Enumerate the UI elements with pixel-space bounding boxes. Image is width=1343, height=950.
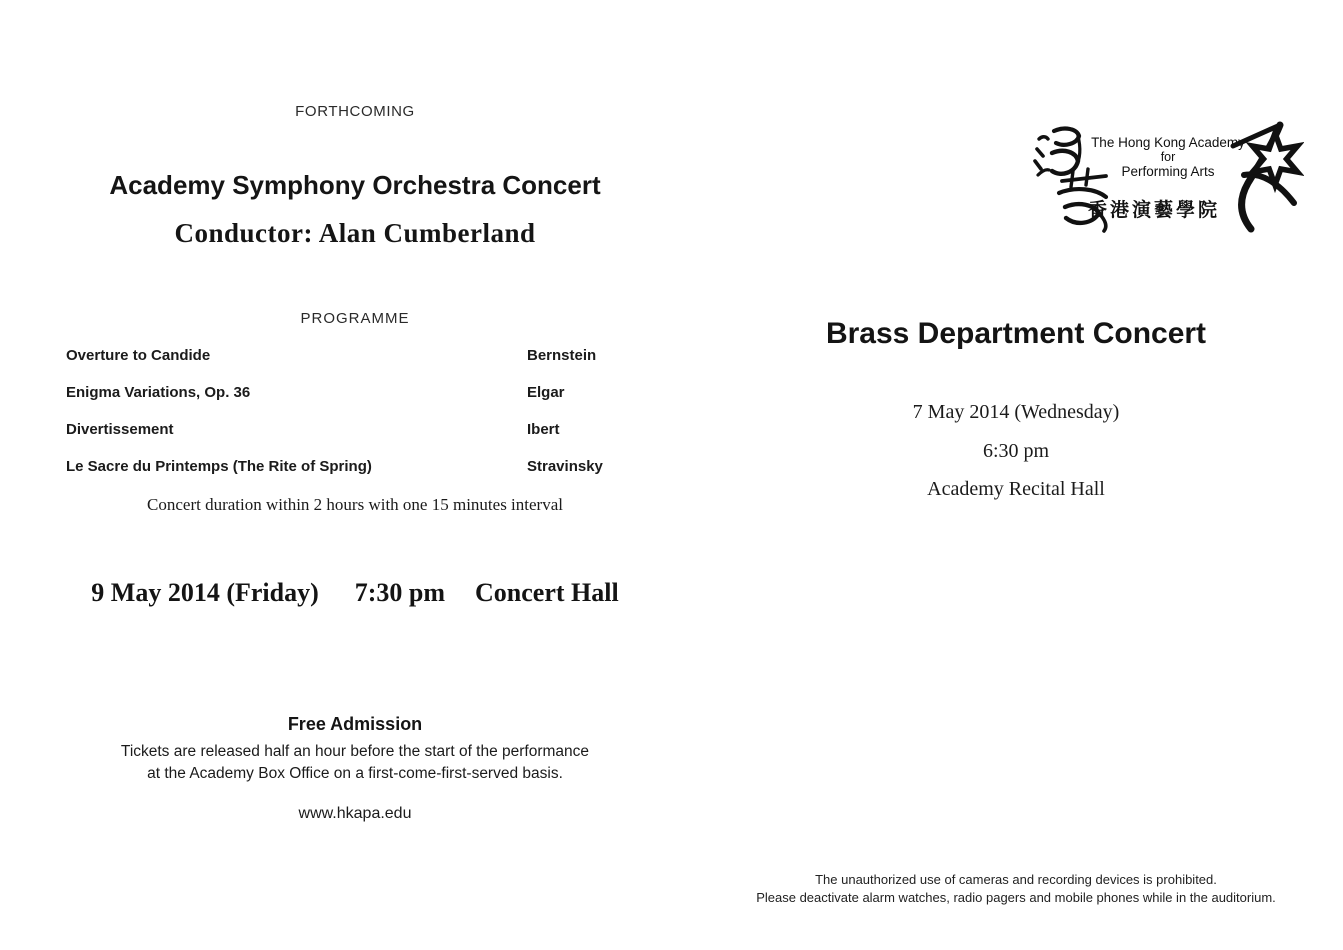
brass-concert-title: Brass Department Concert xyxy=(825,317,1207,350)
brass-concert-venue: Academy Recital Hall xyxy=(927,478,1105,500)
concert-title: Academy Symphony Orchestra Concert xyxy=(109,170,601,200)
logo-name-line-3: Performing Arts xyxy=(1121,164,1215,179)
duration-note: Concert duration within 2 hours with one 15 minutes interval xyxy=(147,495,563,514)
programme-list xyxy=(55,347,655,495)
hkapa-logo xyxy=(1032,115,1304,240)
free-admission-heading: Free Admission xyxy=(287,714,423,734)
admission-details xyxy=(55,741,655,784)
house-rules-notice xyxy=(716,871,1316,906)
composer-name: Bernstein xyxy=(527,347,597,364)
website-url: www.hkapa.edu xyxy=(298,805,412,822)
work-title: Enigma Variations, Op. 36 xyxy=(66,384,251,401)
admission-line-2: at the Academy Box Office on a first-come-first-served basis. xyxy=(147,764,563,782)
logo-name-line-2: for xyxy=(1160,150,1176,164)
admission-line-1: Tickets are released half an hour before the start of the performance xyxy=(120,743,590,760)
left-page xyxy=(55,0,655,950)
programme-row xyxy=(55,421,655,458)
logo-name-line-1: The Hong Kong Academy xyxy=(1091,135,1245,150)
programme-heading: PROGRAMME xyxy=(300,310,410,327)
programme-row xyxy=(55,347,655,384)
performance-date: 9 May 2014 (Friday) xyxy=(91,578,319,607)
work-title: Le Sacre du Printemps (The Rite of Spring) xyxy=(66,458,372,475)
work-title: Divertissement xyxy=(66,421,174,438)
brass-concert-time: 6:30 pm xyxy=(982,440,1050,462)
brush-star-icon xyxy=(1230,115,1304,237)
work-title: Overture to Candide xyxy=(66,347,211,364)
forthcoming-label: FORTHCOMING xyxy=(295,103,415,120)
composer-name: Elgar xyxy=(527,384,565,401)
conductor-line: Conductor: Alan Cumberland xyxy=(174,218,536,248)
logo-academy-name xyxy=(1084,135,1252,180)
performance-dateline xyxy=(55,578,655,608)
performance-venue: Concert Hall xyxy=(475,578,619,607)
composer-name: Ibert xyxy=(527,421,560,438)
logo-chinese-name: 香港演藝學院 xyxy=(1088,200,1221,221)
programme-row xyxy=(55,384,655,421)
brass-concert-date: 7 May 2014 (Wednesday) xyxy=(912,401,1120,423)
notice-line-2: Please deactivate alarm watches, radio pagers and mobile phones while in the auditorium. xyxy=(756,889,1276,905)
composer-name: Stravinsky xyxy=(527,458,603,475)
notice-line-1: The unauthorized use of cameras and recording devices is prohibited. xyxy=(815,872,1217,887)
programme-row xyxy=(55,458,655,495)
performance-time: 7:30 pm xyxy=(354,578,446,607)
